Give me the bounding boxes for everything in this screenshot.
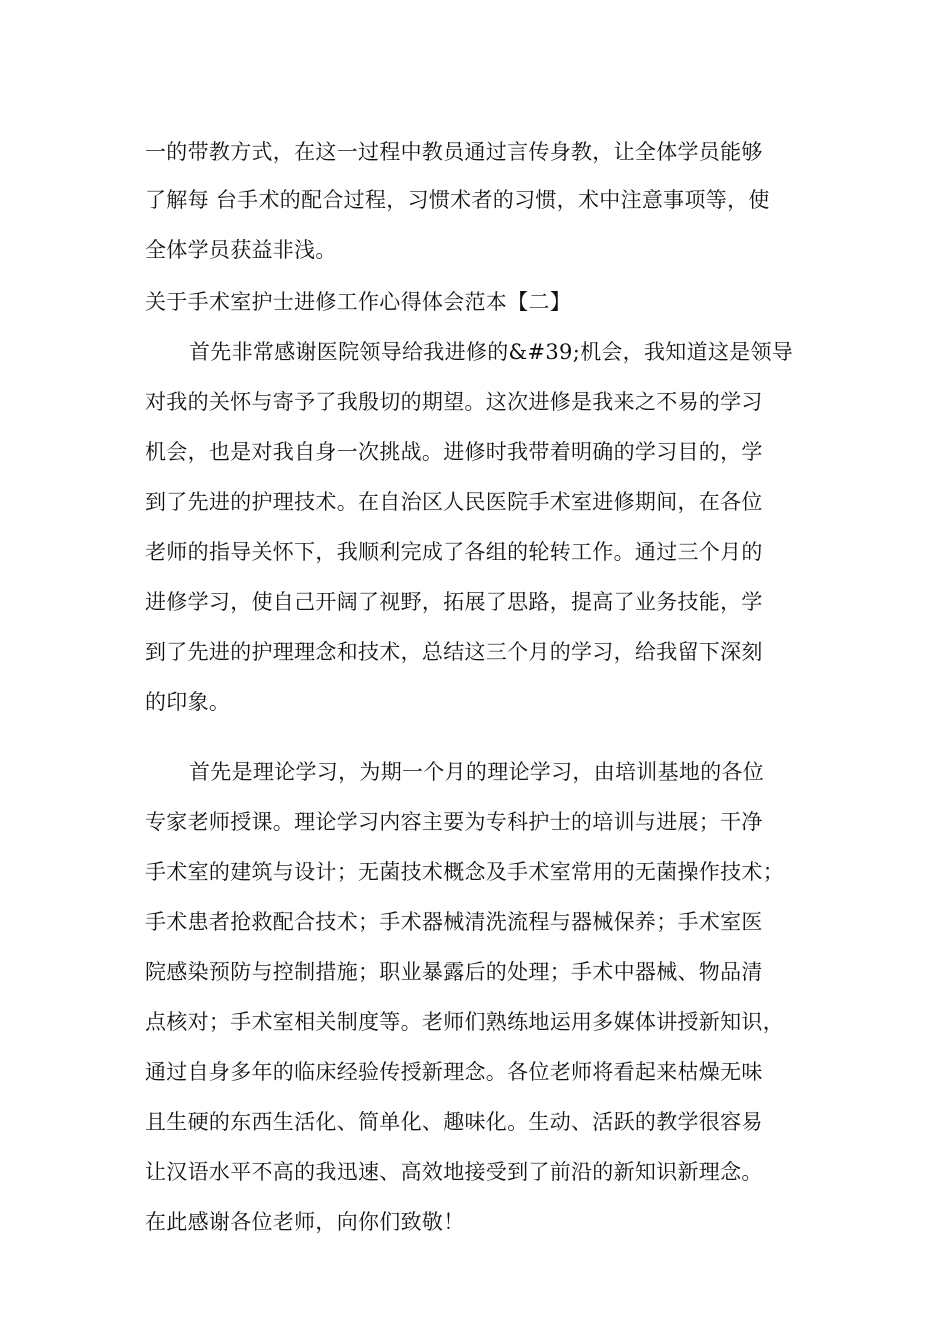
- text-line: 通过自身多年的临床经验传授新理念。各位老师将看起来枯燥无味: [145, 1060, 763, 1084]
- section-title: 关于手术室护士进修工作心得体会范本【二】: [145, 290, 571, 314]
- text-line: 进修学习，使自己开阔了视野，拓展了思路，提高了业务技能，学: [145, 590, 763, 614]
- text-line: 一的带教方式，在这一过程中教员通过言传身教，让全体学员能够: [145, 140, 763, 164]
- text-line: 且生硬的东西生活化、简单化、趣味化。生动、活跃的教学很容易: [145, 1110, 763, 1134]
- text-line: 让汉语水平不高的我迅速、高效地接受到了前沿的新知识新理念。: [145, 1160, 763, 1184]
- text-line: 首先是理论学习，为期一个月的理论学习，由培训基地的各位: [189, 760, 765, 784]
- text-line: 老师的指导关怀下，我顺利完成了各组的轮转工作。通过三个月的: [145, 540, 763, 564]
- text-line: 全体学员获益非浅。: [145, 238, 337, 262]
- text-line: 了解每 台手术的配合过程，习惯术者的习惯，术中注意事项等，使: [145, 188, 770, 212]
- text-line: 手术患者抢救配合技术；手术器械清洗流程与器械保养；手术室医: [145, 910, 763, 934]
- text-line: 专家老师授课。理论学习内容主要为专科护士的培训与进展；干净: [145, 810, 763, 834]
- text-line: 首先非常感谢医院领导给我进修的&#39;机会，我知道这是领导: [189, 340, 794, 364]
- text-line: 对我的关怀与寄予了我殷切的期望。这次进修是我来之不易的学习: [145, 390, 763, 414]
- text-line: 在此感谢各位老师，向你们致敬！: [145, 1210, 465, 1234]
- text-line: 机会，也是对我自身一次挑战。进修时我带着明确的学习目的，学: [145, 440, 763, 464]
- text-line: 到了先进的护理技术。在自治区人民医院手术室进修期间，在各位: [145, 490, 763, 514]
- text-line: 手术室的建筑与设计；无菌技术概念及手术室常用的无菌操作技术；: [145, 860, 784, 884]
- text-line: 院感染预防与控制措施；职业暴露后的处理；手术中器械、物品清: [145, 960, 763, 984]
- text-line: 的印象。: [145, 690, 231, 714]
- text-line: 到了先进的护理理念和技术，总结这三个月的学习，给我留下深刻: [145, 640, 763, 664]
- text-line: 点核对；手术室相关制度等。老师们熟练地运用多媒体讲授新知识，: [145, 1010, 784, 1034]
